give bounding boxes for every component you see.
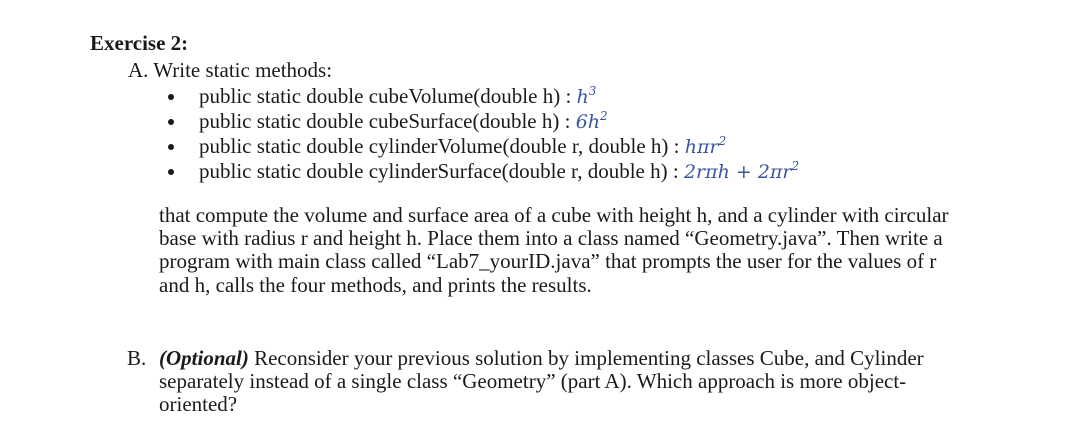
bullet-icon bbox=[168, 169, 174, 175]
method-text bbox=[199, 134, 726, 160]
formula-base: h bbox=[576, 86, 589, 108]
method-signature: public static double cylinderVolume(double r, double h) : bbox=[199, 134, 685, 158]
method-item-cylinder-surface bbox=[0, 159, 1072, 184]
method-text bbox=[199, 84, 596, 110]
method-formula bbox=[577, 86, 597, 108]
method-item-cylinder-volume bbox=[0, 134, 1072, 159]
formula-base: 6h bbox=[575, 111, 601, 133]
formula-exponent: 3 bbox=[588, 84, 597, 98]
method-item-cube-surface bbox=[0, 109, 1072, 134]
method-signature: public static double cubeVolume(double h) : bbox=[199, 84, 577, 108]
formula-exponent: 2 bbox=[600, 109, 608, 123]
exercise-title: Exercise 2: bbox=[90, 31, 189, 55]
part-b-text: Reconsider your previous solution by implementing classes Cube, and Cylinder separately instead of a single class “Geometry” (part A). Which approach is more object-oriented? bbox=[159, 346, 924, 417]
bullet-icon bbox=[168, 144, 174, 150]
method-formula bbox=[576, 111, 608, 133]
part-a-description: that compute the volume and surface area of a cube with height h, and a cylinder with circular base with radius r and height h. Place them into a class named “Geometry.java”. Then write a program with main class called “Lab7_yourID.java” that prompts the user for the values of r and h, calls the four methods, and prints the results. bbox=[159, 203, 949, 297]
bullet-icon bbox=[168, 119, 174, 125]
method-signature: public static double cylinderSurface(double r, double h) : bbox=[199, 159, 684, 183]
bullet-icon bbox=[168, 94, 174, 100]
method-item-cube-volume bbox=[0, 84, 1072, 109]
formula-base: 2rπh + 2πr bbox=[683, 161, 792, 183]
method-signature: public static double cubeSurface(double h) : bbox=[199, 109, 576, 133]
method-formula bbox=[685, 136, 726, 158]
formula-exponent: 2 bbox=[718, 134, 727, 148]
method-formula bbox=[684, 161, 799, 183]
formula-base: hπr bbox=[684, 136, 719, 158]
part-a-heading: A. Write static methods: bbox=[128, 58, 333, 82]
method-list bbox=[0, 84, 1072, 184]
part-b-body bbox=[159, 347, 959, 417]
part-b-label: B. bbox=[127, 346, 147, 370]
formula-exponent: 2 bbox=[791, 159, 800, 173]
method-text bbox=[199, 159, 799, 185]
method-text bbox=[199, 109, 608, 135]
optional-label: (Optional) bbox=[159, 346, 249, 370]
